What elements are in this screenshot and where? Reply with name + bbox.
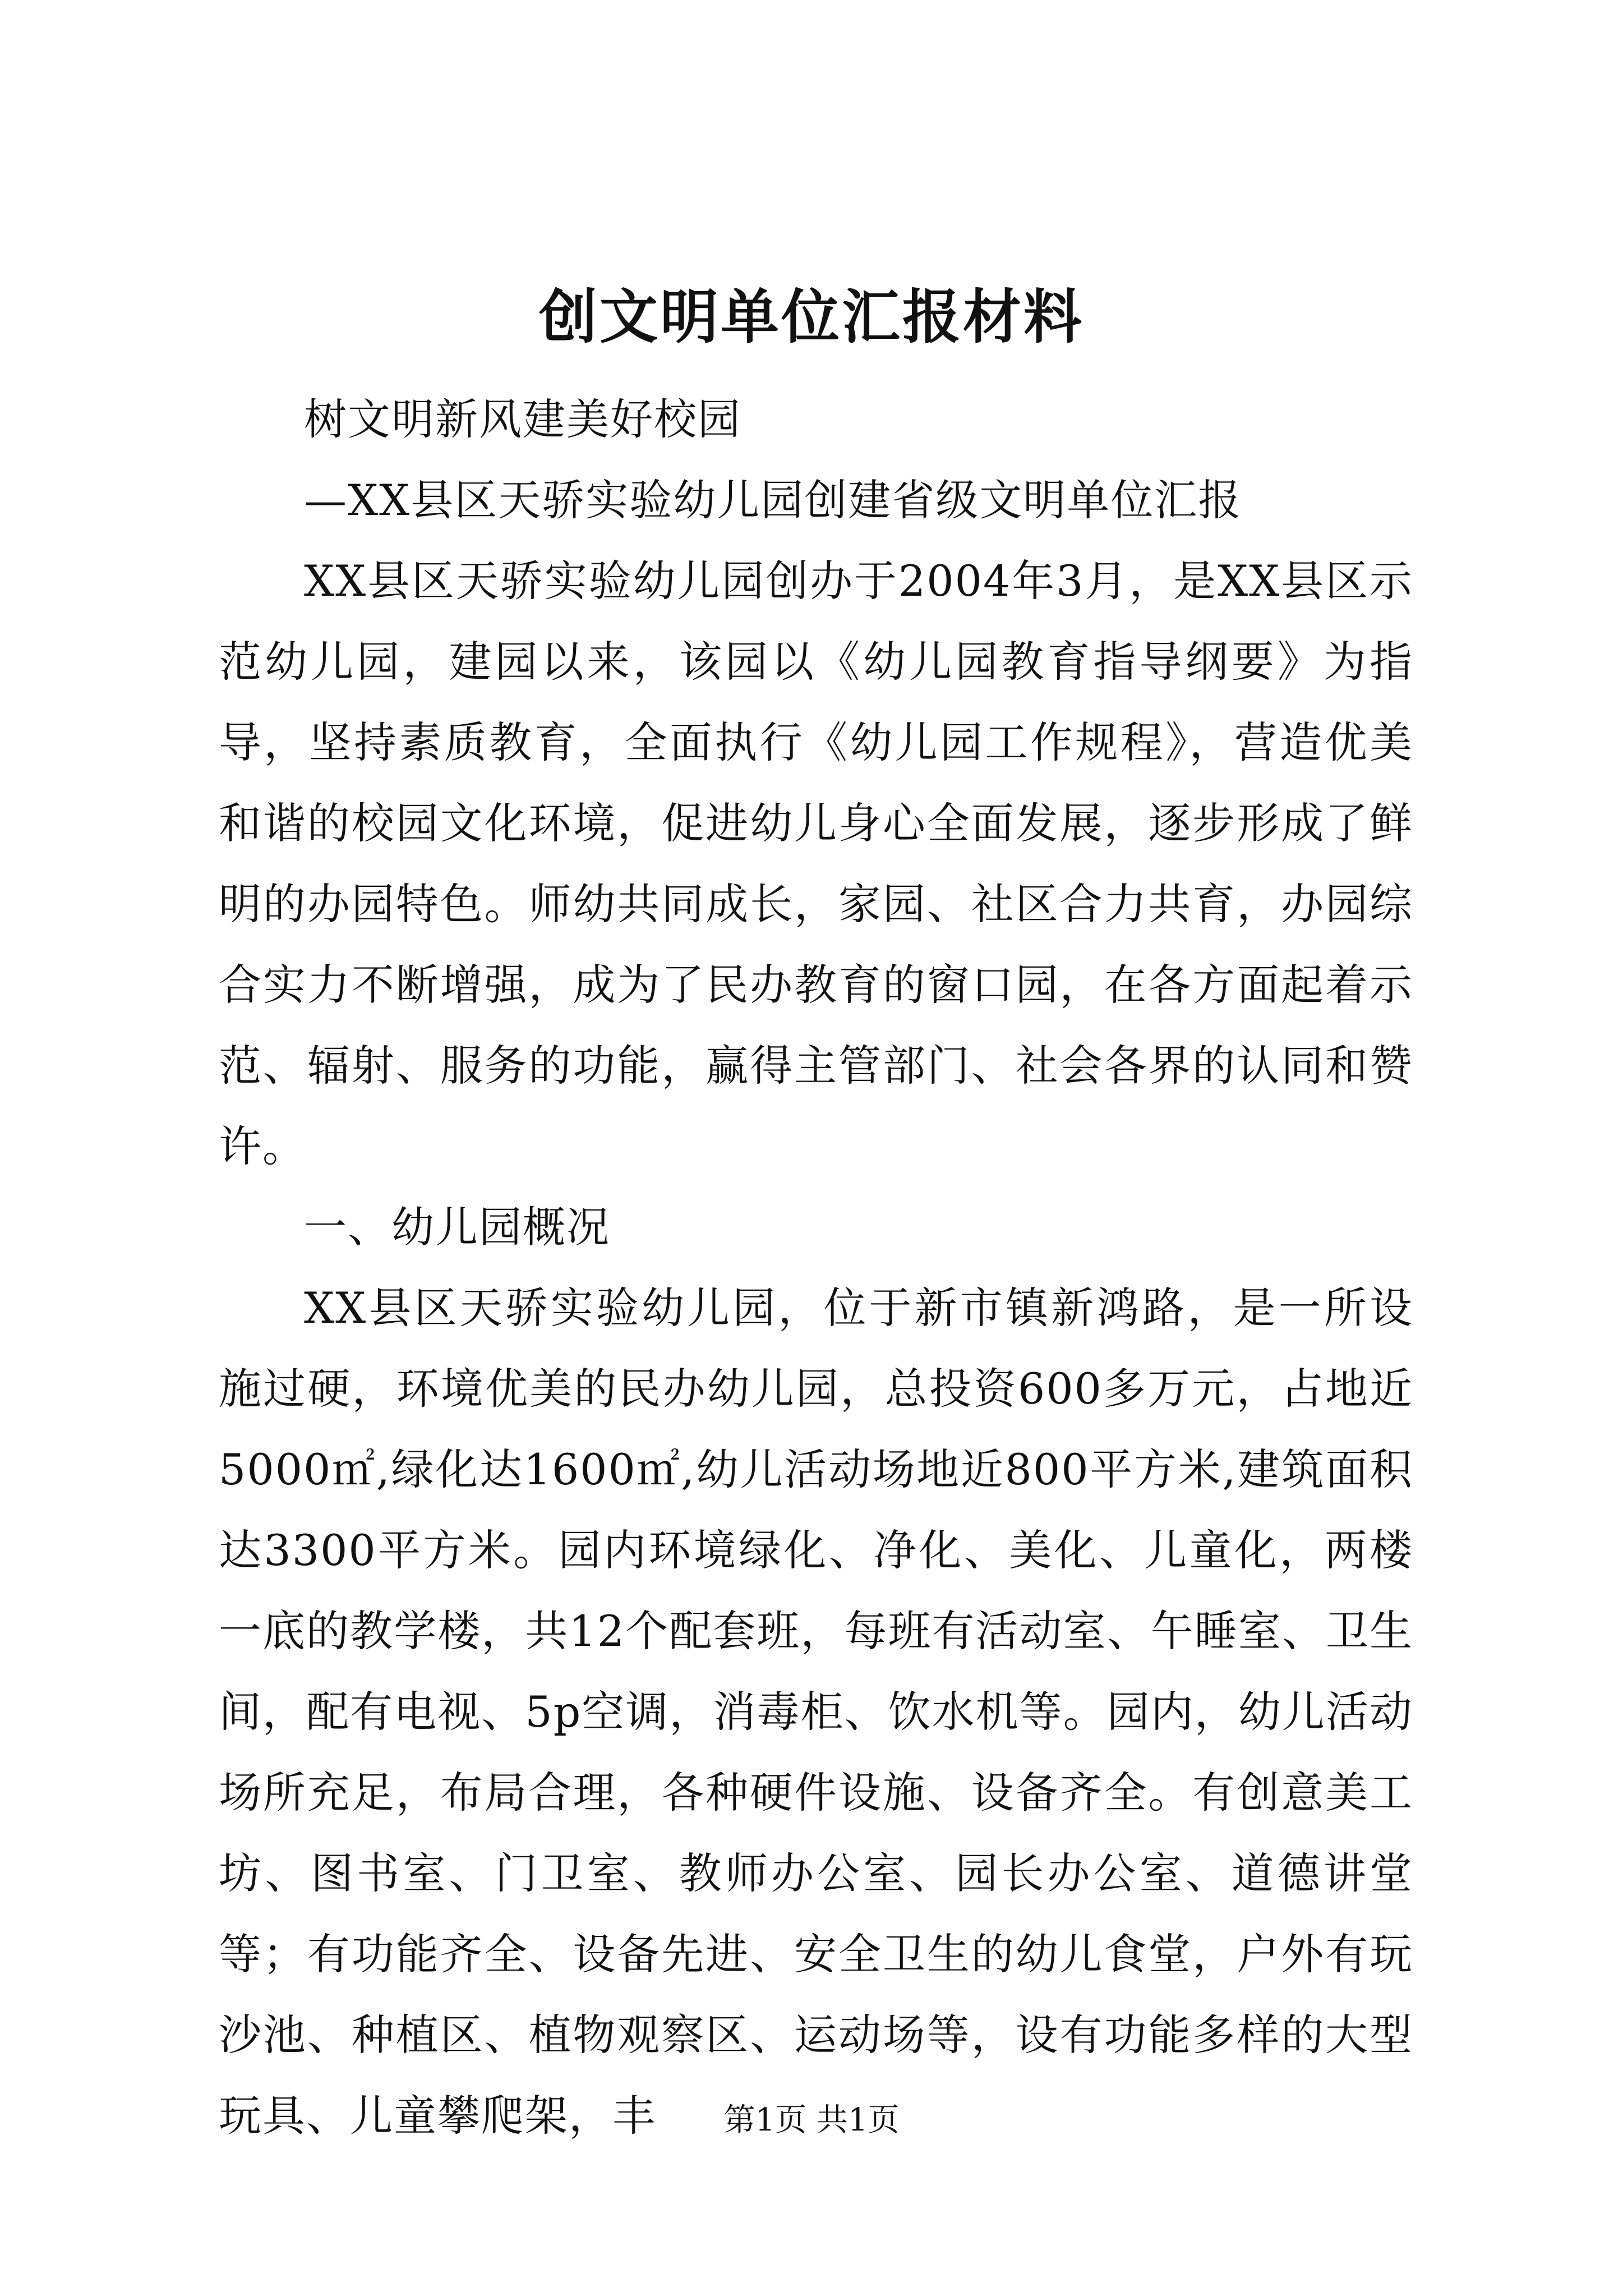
subtitle-subheading: —XX县区天骄实验幼儿园创建省级文明单位汇报 — [304, 475, 1242, 525]
page-number-footer: 第1页 共1页 — [723, 2102, 900, 2138]
document-title: 创文明单位汇报材料 — [538, 282, 1084, 351]
document-body — [219, 379, 1413, 2156]
subtitle-line: 树文明新风建美好校园 — [304, 394, 741, 444]
overview-paragraph: XX县区天骄实验幼儿园，位于新市镇新鸿路，是一所设施过硬，环境优美的民办幼儿园，总投资600多万元，占地近5000㎡,绿化达1600㎡,幼儿活动场地近800平方米,建筑面积达3300平方米。园内环境绿化、净化、美化、儿童化，两楼一底的教学楼，共12个配套班，每班有活动室、午睡室、卫生间，配有电视、5p空调，消毒柜、饮水机等。园内，幼儿活动场所充足，布局合理，各种硬件设施、设备齐全。有创意美工坊、图书室、门卫室、教师办公室、园长办公室、道德讲堂等；有功能齐全、设备先进、安全卫生的幼儿食堂，户外有玩沙池、种植区、植物观察区、运动场等，设有功能多样的大型玩具、儿童攀爬架，丰 — [219, 1283, 1413, 2141]
section-heading-overview: 一、幼儿园概况 — [304, 1202, 610, 1252]
intro-paragraph: XX县区天骄实验幼儿园创办于2004年3月，是XX县区示范幼儿园，建园以来，该园以《幼儿园教育指导纲要》为指导，坚持素质教育，全面执行《幼儿园工作规程》，营造优美和谐的校园文化环境，促进幼儿身心全面发展，逐步形成了鲜明的办园特色。师幼共同成长，家园、社区合力共育，办园综合实力不断增强，成为了民办教育的窗口园，在各方面起着示范、辐射、服务的功能，赢得主管部门、社会各界的认同和赞许。 — [219, 556, 1413, 1171]
